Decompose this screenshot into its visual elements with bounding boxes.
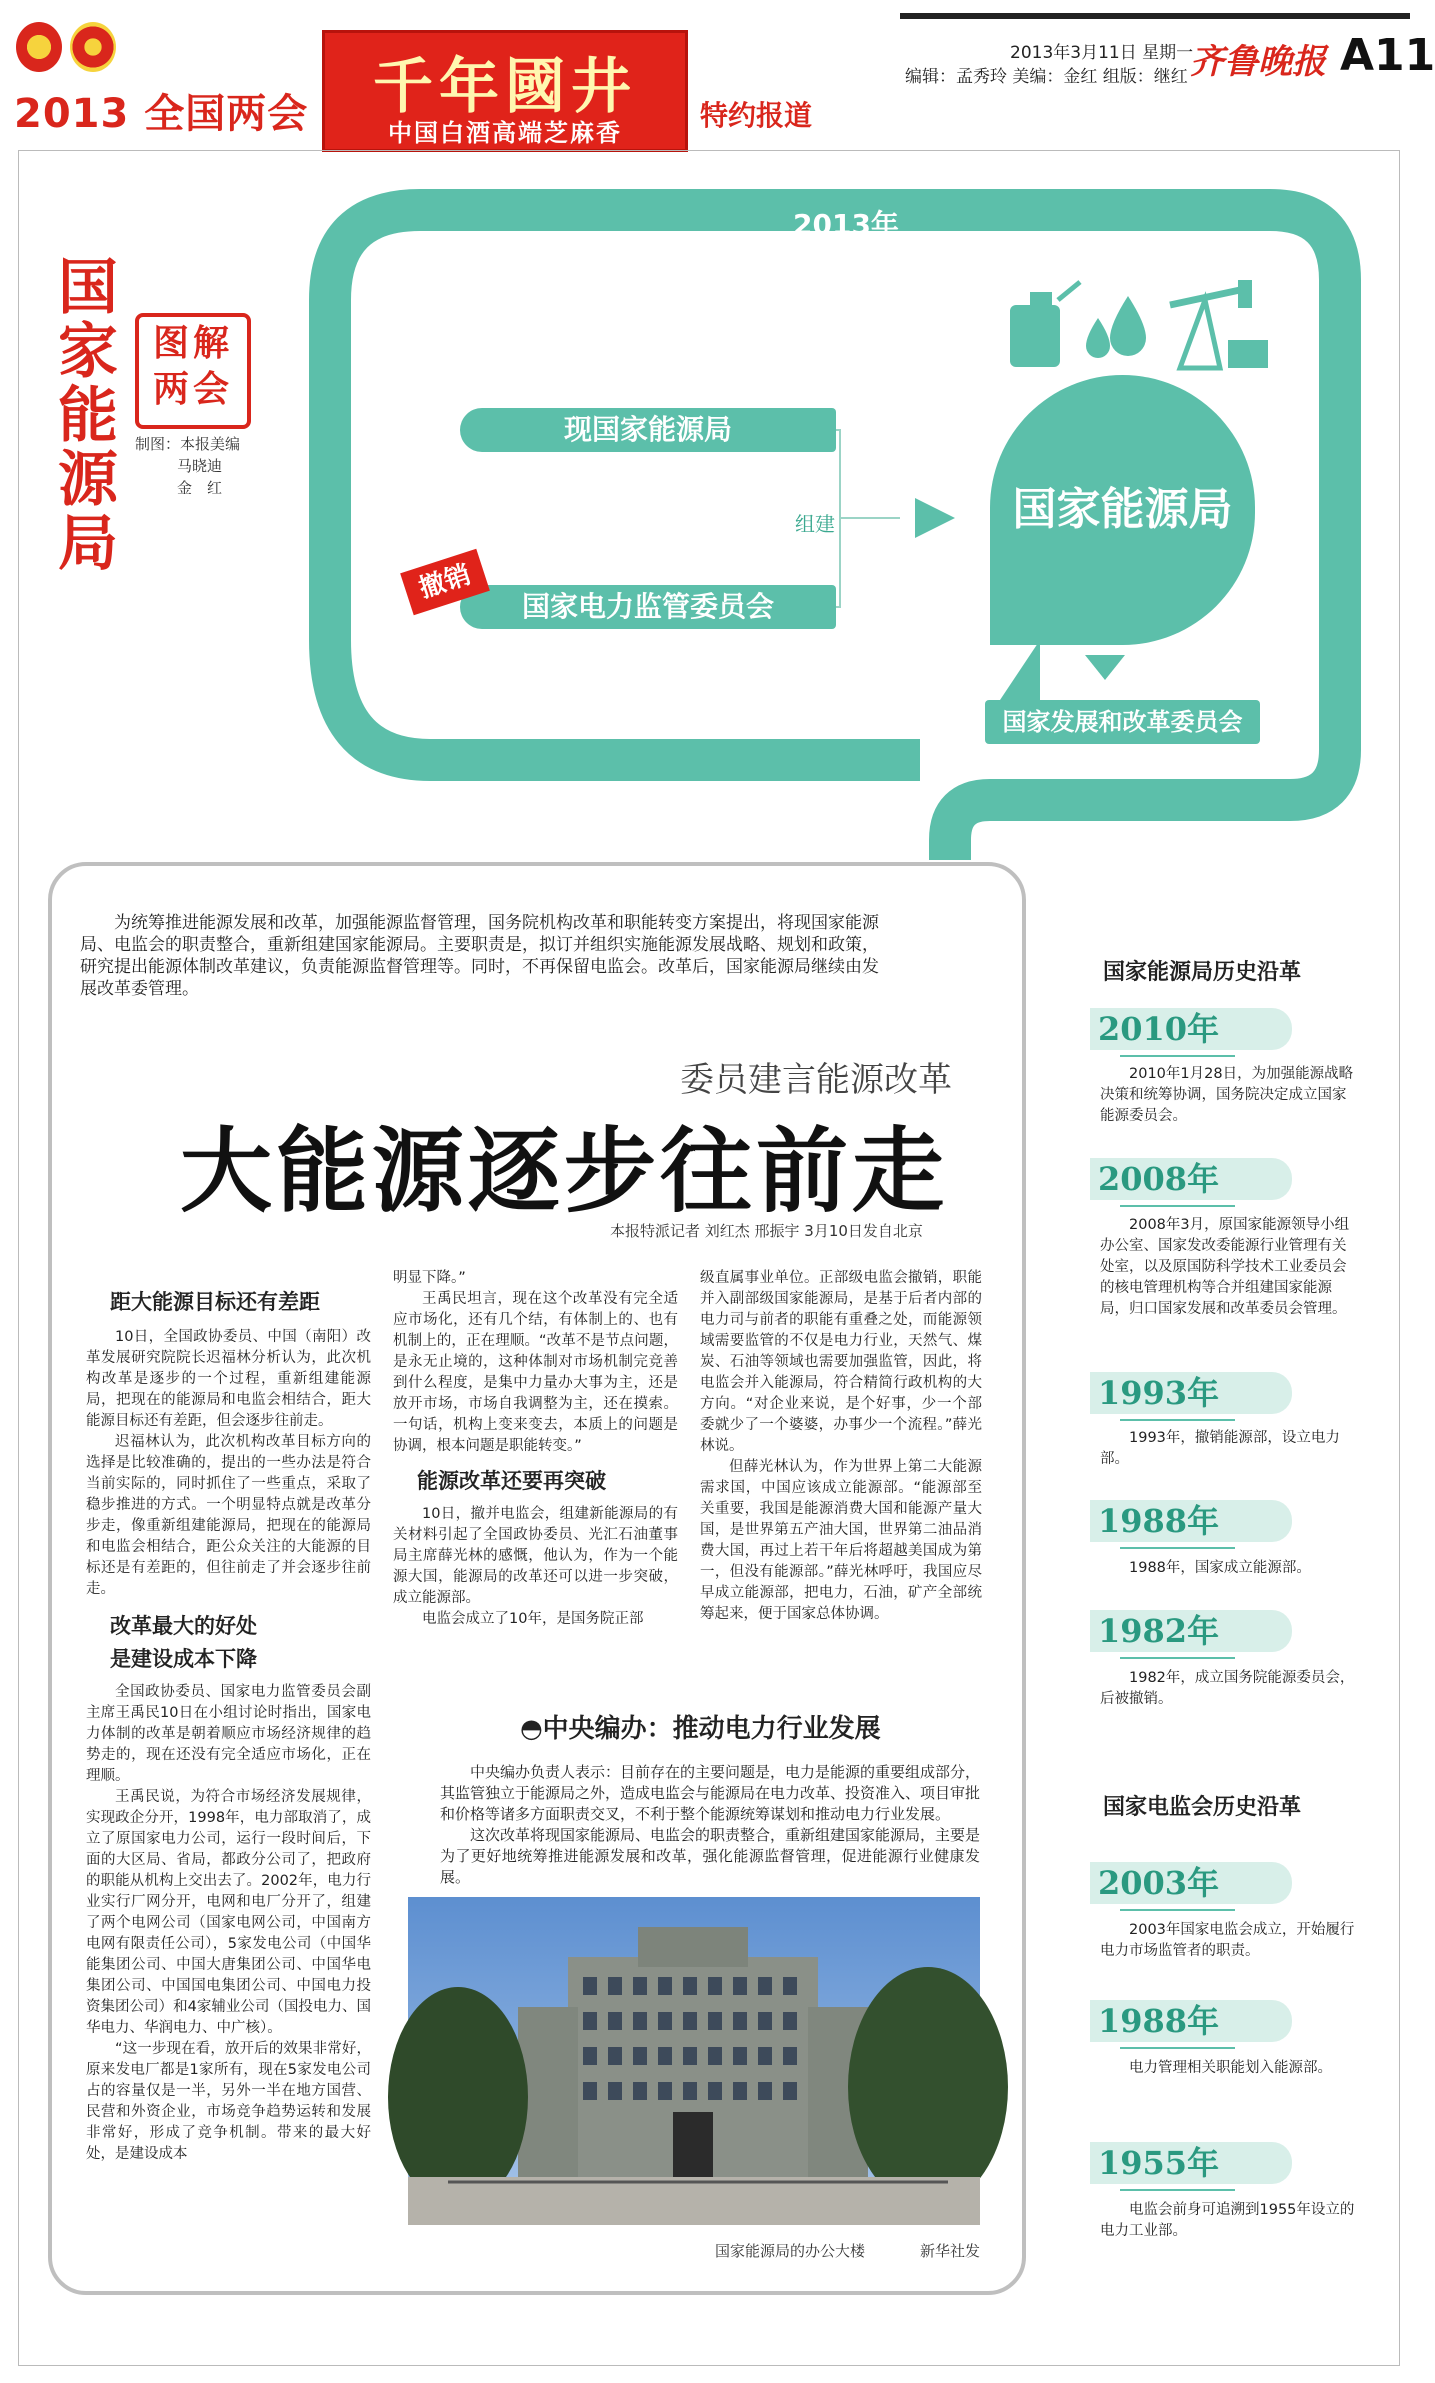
timeline-text: 1993年，撤销能源部，设立电力部。	[1100, 1430, 1340, 1467]
page-number: A11	[1340, 30, 1435, 81]
paragraph: 迟福林认为，此次机构改革目标方向的选择是比较准确的，提出的一些办法是符合当前实际的，同时抓住了一些重点，采取了稳步推进的方式。一个明显特点就是改革分步走，像重新组建能源局，把现在的能源局和电监会相结合，距公众关注的大能源的目标还是有差距的，但往前走了并会逐步往前走。	[86, 1434, 371, 1597]
bubble-tail	[1000, 640, 1040, 700]
timeline-year: 2010年	[1090, 1008, 1292, 1050]
timeline-year: 1988年	[1090, 1500, 1292, 1542]
timeline-rule	[1120, 2189, 1235, 2191]
issue-date: 2013年3月11日 星期一	[1010, 43, 1194, 63]
paragraph: 王禹民坦言，现在这个改革没有完全适应市场化，还有几个结，有体制上的、也有机制上的，正在理顺。“改革不是节点问题，是永无止境的，这种体制对市场机制完竞善到什么程度，是集中力量办大事为主，还是放开市场，市场自我调整为主，还在摸索。一句话，机构上变来变去，本质上的问题是协调，根本问题是职能转变。”	[393, 1291, 678, 1454]
timeline-rule	[1120, 1205, 1235, 1207]
sponsor-label: 特约报道	[700, 99, 813, 132]
bar-label: 国家电力监管委员会	[521, 590, 774, 623]
subhead: 能源改革还要再突破	[417, 1469, 606, 1493]
timeline-year: 2008年	[1090, 1158, 1292, 1200]
credit-line: 马晓迪	[177, 457, 223, 475]
timeline-text: 电监会前身可追溯到1955年设立的电力工业部。	[1100, 2202, 1355, 2239]
subhead: 距大能源目标还有差距	[110, 1290, 320, 1314]
article-column-1	[86, 1292, 371, 2165]
article-kicker: 委员建言能源改革	[680, 1060, 952, 1100]
article-column-2	[393, 1268, 678, 1630]
timeline-rule	[1120, 1419, 1235, 1421]
building-photo	[408, 1897, 980, 2225]
new-nea-bubble	[990, 375, 1255, 645]
down-arrow-icon	[1085, 655, 1125, 680]
merge-label: 组建	[795, 512, 835, 536]
paragraph: 10日，全国政协委员、中国（南阳）改革发展研究院院长迟福林分析认为，此次机构改革是逐步的一个过程，重新组建能源局，把现在的能源局和电监会相结合，距大能源目标还有差距，但会逐步往前走。	[86, 1329, 371, 1429]
article-headline: 大能源逐步往前走	[180, 1118, 949, 1225]
timeline-text: 2008年3月，原国家能源领导小组办公室、国家发改委能源行业管理有关处室，以及原国防科学技术工业委员会的核电管理机构等合并组建国家能源局，归口国家发展和改革委员会管理。	[1100, 1217, 1350, 1317]
ndrc-label: 国家发展和改革委员会	[1002, 708, 1243, 736]
timeline-year: 2003年	[1090, 1862, 1292, 1904]
fuel-can-icon	[1010, 282, 1080, 367]
timeline-year: 1993年	[1090, 1372, 1292, 1414]
paragraph: 级直属事业单位。正部级电监会撤销，职能并入副部级国家能源局，是基于后者内部的电力司与前者的职能有重叠之处，而能源领域需要监管的不仅是电力行业，天然气、煤炭、石油等领域也需要加强监管，因此，将电监会并入能源局，符合精简行政机构的大方向。“对企业来说，是个好事，少一个部委就少了一个婆婆，办事少一个流程。”薛光林说。	[700, 1270, 982, 1454]
timeline-title-serc: 国家电监会历史沿革	[1103, 1795, 1302, 1820]
graphic-credit	[135, 433, 240, 499]
credit-line: 金 红	[177, 479, 223, 497]
tujie-seal	[135, 313, 251, 429]
paragraph: 王禹民说，为符合市场经济发展规律，实现政企分开，1998年，电力部取消了，成立了原国家电力公司，运行一段时间后，下面的大区局、省局，都政分公司了，把政府的职能从机构上交出去了。2002年，电力行业实行厂网分开，电网和电厂分开了，组建了两个电网公司（国家电网公司，中国南方电网有限责任公司），5家发电公司（中国华能集团公司、中国大唐集团公司、中国华电集团公司、中国国电集团公司、中国电力投资集团公司）和4家辅业公司（国投电力、国华电力、华润电力、中广核）。	[86, 1789, 371, 2036]
photo-source: 新华社发	[920, 2242, 981, 2260]
credit-line: 制图：本报美编	[135, 435, 241, 453]
sidebar-body	[440, 1762, 980, 1888]
subhead: 改革最大的好处	[110, 1614, 257, 1638]
intro-paragraph: 为统筹推进能源发展和改革，加强能源监督管理，国务院机构改革和职能转变方案提出，将现国家能源局、电监会的职责整合，重新组建国家能源局。主要职责是，拟订并组织实施能源发展战略、规划和政策，研究提出能源体制改革建议，负责能源监督管理等。同时，不再保留电监会。改革后，国家能源局继续由发展改革委管理。	[80, 913, 879, 999]
timeline-title-nea: 国家能源局历史沿革	[1103, 960, 1302, 985]
timeline-rule	[1120, 1657, 1235, 1659]
article-byline: 本报特派记者 刘红杰 邢振宇 3月10日发自北京	[610, 1222, 923, 1240]
oil-pump-icon	[1170, 280, 1268, 368]
timeline-rule	[1120, 1055, 1235, 1057]
stamp-label: 撤销	[415, 559, 475, 605]
seal-text: 图解两会	[152, 323, 233, 410]
section-title: 2013 全国两会	[14, 91, 309, 137]
timeline-rule	[1120, 1909, 1235, 1911]
timeline-year: 1988年	[1090, 2000, 1292, 2042]
photo-caption: 国家能源局的办公大楼	[715, 2242, 866, 2260]
timeline-text: 1988年，国家成立能源部。	[1129, 1560, 1311, 1576]
ad-subtitle: 中国白酒高端芝麻香	[388, 119, 622, 147]
sidebar-headline: ◓中央编办：推动电力行业发展	[520, 1714, 881, 1744]
paragraph: 10日，撤并电监会，组建新能源局的有关材料引起了全国政协委员、光汇石油董事局主席薛光林的感慨，他认为，作为一个能源大国，能源局的改革还可以进一步突破，成立能源部。	[393, 1506, 678, 1606]
timeline-rule	[1120, 2047, 1235, 2049]
ndrc-box	[985, 700, 1260, 744]
bubble-label: 国家能源局	[1012, 484, 1233, 535]
vertical-title: 国家能源局	[58, 253, 118, 579]
paragraph: 明显下降。”	[393, 1270, 466, 1286]
paragraph: “这一步现在看，放开后的效果非常好，原来发电厂都是1家所有，现在5家发电公司占的容量仅是一半，另外一半在地方国营、民营和外资企业，市场竞争趋势运转和发展非常好，形成了竞争机制。带来的最大好处，是建设成本	[86, 2041, 371, 2162]
paragraph: 全国政协委员、国家电力监管委员会副主席王禹民10日在小组讨论时指出，国家电力体制的改革是朝着顺应市场经济规律的趋势走的，现在还没有完全适应市场化，正在理顺。	[86, 1684, 371, 1784]
newspaper-logo: 齐鲁晚报	[1190, 42, 1326, 82]
timeline-text: 电力管理相关职能划入能源部。	[1129, 2060, 1332, 2076]
paragraph: 这次改革将现国家能源局、电监会的职责整合，重新组建国家能源局，主要是为了更好地统筹推进能源发展和改革，强化能源监督管理，促进能源行业健康发展。	[440, 1826, 981, 1886]
article-column-3	[700, 1268, 982, 1625]
paragraph: 中央编办负责人表示：目前存在的主要问题是，电力是能源的重要组成部分，其监管独立于能源局之外，造成电监会与能源局在电力改革、投资准入、项目审批和价格等诸多方面职责交叉，不利于整个能源统筹谋划和推动电力行业发展。	[440, 1763, 981, 1823]
oil-drop-icon	[1086, 296, 1146, 358]
timeline-rule	[1120, 1547, 1235, 1549]
subhead: 是建设成本下降	[110, 1647, 257, 1671]
ad-title: 千年國井	[373, 52, 637, 122]
timeline-text: 1982年，成立国务院能源委员会，后被撤销。	[1100, 1670, 1355, 1707]
paragraph: 电监会成立了10年，是国务院正部	[422, 1611, 644, 1627]
paragraph: 但薛光林认为，作为世界上第二大能源需求国，中国应该成立能源部。“能源部至关重要，我国是能源消费大国和能源产量大国，是世界第五产油大国，世界第二油品消费大国，再过上若干年后将超越美国成为第一，但没有能源部。”薛光林呼吁，我国应尽早成立能源部，把电力，石油，矿产全部统筹起来，便于国家总体协调。	[700, 1459, 982, 1622]
merge-arrow-icon	[915, 498, 955, 538]
timeline-text: 2010年1月28日，为加强能源战略决策和统筹协调，国务院决定成立国家能源委员会。	[1100, 1066, 1354, 1124]
timeline-year: 1955年	[1090, 2142, 1292, 2184]
graphic-year-label: 2013年	[793, 208, 899, 241]
bar-label: 现国家能源局	[563, 413, 732, 446]
editors-line: 编辑：孟秀玲 美编：金红 组版：继红	[905, 67, 1188, 87]
serc-bar	[460, 585, 836, 629]
timeline-text: 2003年国家电监会成立，开始履行电力市场监管者的职责。	[1100, 1922, 1355, 1959]
current-nea-bar	[460, 408, 836, 452]
timeline-year: 1982年	[1090, 1610, 1292, 1652]
